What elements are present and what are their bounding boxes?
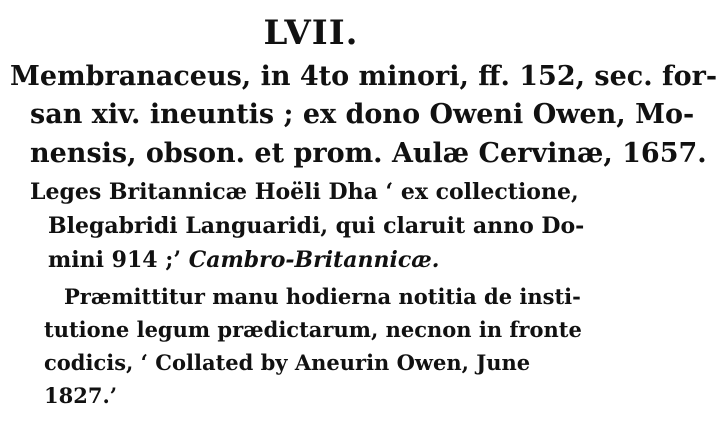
description-line-1: Membranaceus, in 4to minori, ff. 152, sec. for- [10,61,717,92]
note-line-1: Præmittitur manu hodierna notitia de insti- [64,284,581,309]
note-line-3: codicis, ‘ Collated by Aneurin Owen, June [44,350,531,375]
note-line-2: tutione legum prædictarum, necnon in fronte [44,317,582,342]
title-line-2: Blegabridi Languaridi, qui claruit anno Do- [48,213,585,239]
title-line-3-main: mini 914 ;’ [48,247,182,273]
note-line-4: 1827.’ [44,383,118,408]
title-line-1: Leges Britannicæ Hoëli Dha ‘ ex collectione, [30,179,579,205]
entry-heading: LVII. [263,13,359,53]
description-line-3: nensis, obson. et prom. Aulæ Cervinæ, 1657. [30,138,707,169]
title-line-3 [48,249,439,271]
description-line-2: san xiv. ineuntis ; ex dono Oweni Owen, Mo- [30,99,695,130]
title-line-3-italic: Cambro-Britannicæ. [188,247,440,273]
